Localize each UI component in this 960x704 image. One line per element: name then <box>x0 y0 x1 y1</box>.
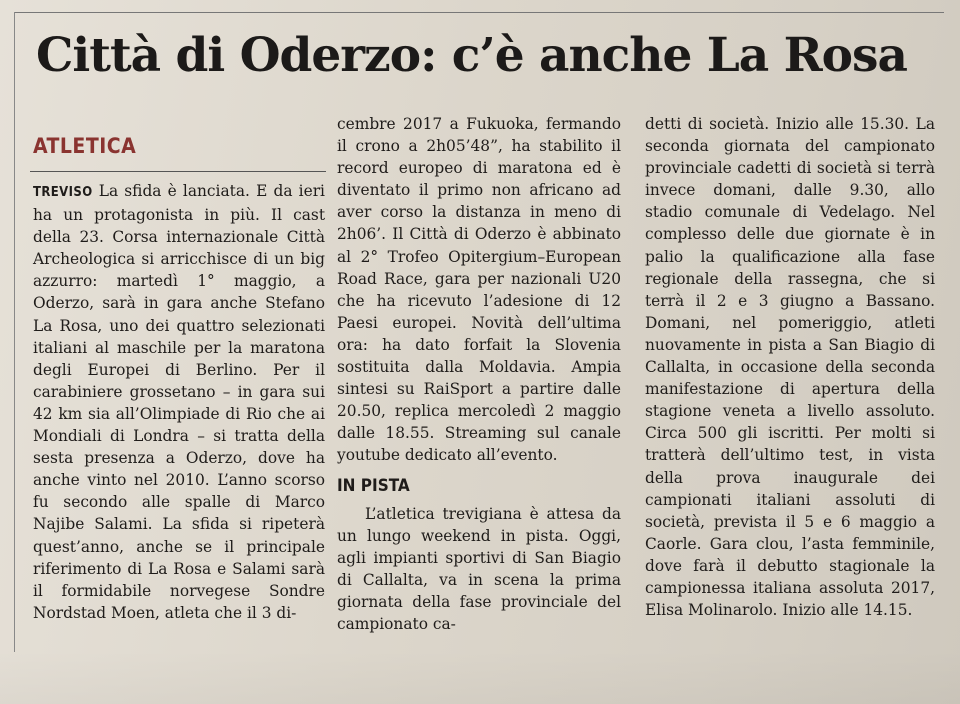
left-rule <box>14 12 15 652</box>
dateline: TREVISO <box>33 185 93 200</box>
column-1-paragraph <box>33 180 325 624</box>
article-column-1 <box>33 180 325 624</box>
column-2-text-b: L’atletica trevigiana è attesa da un lungo weekend in pista. Oggi, agli impianti sportivi di San Biagio di Callalta, va in scena la prima giornata della fase provinciale del campionato ca- <box>337 504 621 633</box>
article-column-2 <box>337 113 621 635</box>
article-column-3 <box>645 113 935 621</box>
column-1-text: La sfida è lanciata. E da ieri ha un protagonista in più. Il cast della 23. Corsa internazionale Città Archeologica si arricchisce di un big azzurro: martedì 1° maggio, a Oderzo, sarà in gara anche Stefano La Rosa, uno dei quattro selezionati italiani al maschile per la maratona degli Europei di Berlino. Per il carabiniere grossetano – in gara sui 42 km sia all’Olimpiade di Rio che ai Mondiali di Londra – si tratta della sesta presenza a Oderzo, dove ha anche vinto nel 2010. L’anno scorso fu secondo alle spalle di Marco Najibe Salami. La sfida si ripeterà quest’anno, anche se il principale riferimento di La Rosa e Salami sarà il formidabile norvegese Sondre Nordstad Moen, atleta che il 3 di- <box>33 182 325 622</box>
subheading-in-pista: IN PISTA <box>337 475 410 496</box>
section-divider <box>30 171 326 172</box>
column-2-text: cembre 2017 a Fukuoka, fermando il crono a 2h05’48”, ha stabilito il record europeo di maratona ed è diventato il primo non africano ad aver corso la distanza in meno di 2h06’. Il Città di Oderzo è abbinato al 2° Trofeo Opitergium–European Road Race, gara per nazionali U20 che ha ricevuto l’adesione di 12 Paesi europei. Novità dell’ultima ora: ha dato forfait la Slovenia sostituita dalla Moldavia. Ampia sintesi su RaiSport a partire dalle 20.50, replica mercoledì 2 maggio dalle 18.55. Streaming sul canale youtube dedicato all’evento. <box>337 115 621 465</box>
top-rule <box>14 12 944 13</box>
article-headline: Città di Oderzo: c’è anche La Rosa <box>36 28 907 83</box>
column-3-text: detti di società. Inizio alle 15.30. La seconda giornata del campionato provinciale cadetti di società si terrà invece domani, dalle 9.30, allo stadio comunale di Vedelago. Nel complesso delle due giornate è in palio la qualificazione alla fase regionale della rassegna, che si terrà il 2 e 3 giugno a Bassano. Domani, nel pomeriggio, atleti nuovamente in pista a San Biagio di Callalta, in occasione della seconda manifestazione di apertura della stagione veneta a livello assoluto. Circa 500 gli iscritti. Per molti si tratterà dell’ultimo test, in vista della prova inaugurale dei campionati italiani assoluti di società, prevista il 5 e 6 maggio a Caorle. Gara clou, l’asta femminile, dove farà il debutto stagionale la campionessa italiana assoluta 2017, Elisa Molinarolo. Inizio alle 14.15. <box>645 115 935 620</box>
section-label: ATLETICA <box>33 134 137 158</box>
page-shadow <box>0 650 960 704</box>
